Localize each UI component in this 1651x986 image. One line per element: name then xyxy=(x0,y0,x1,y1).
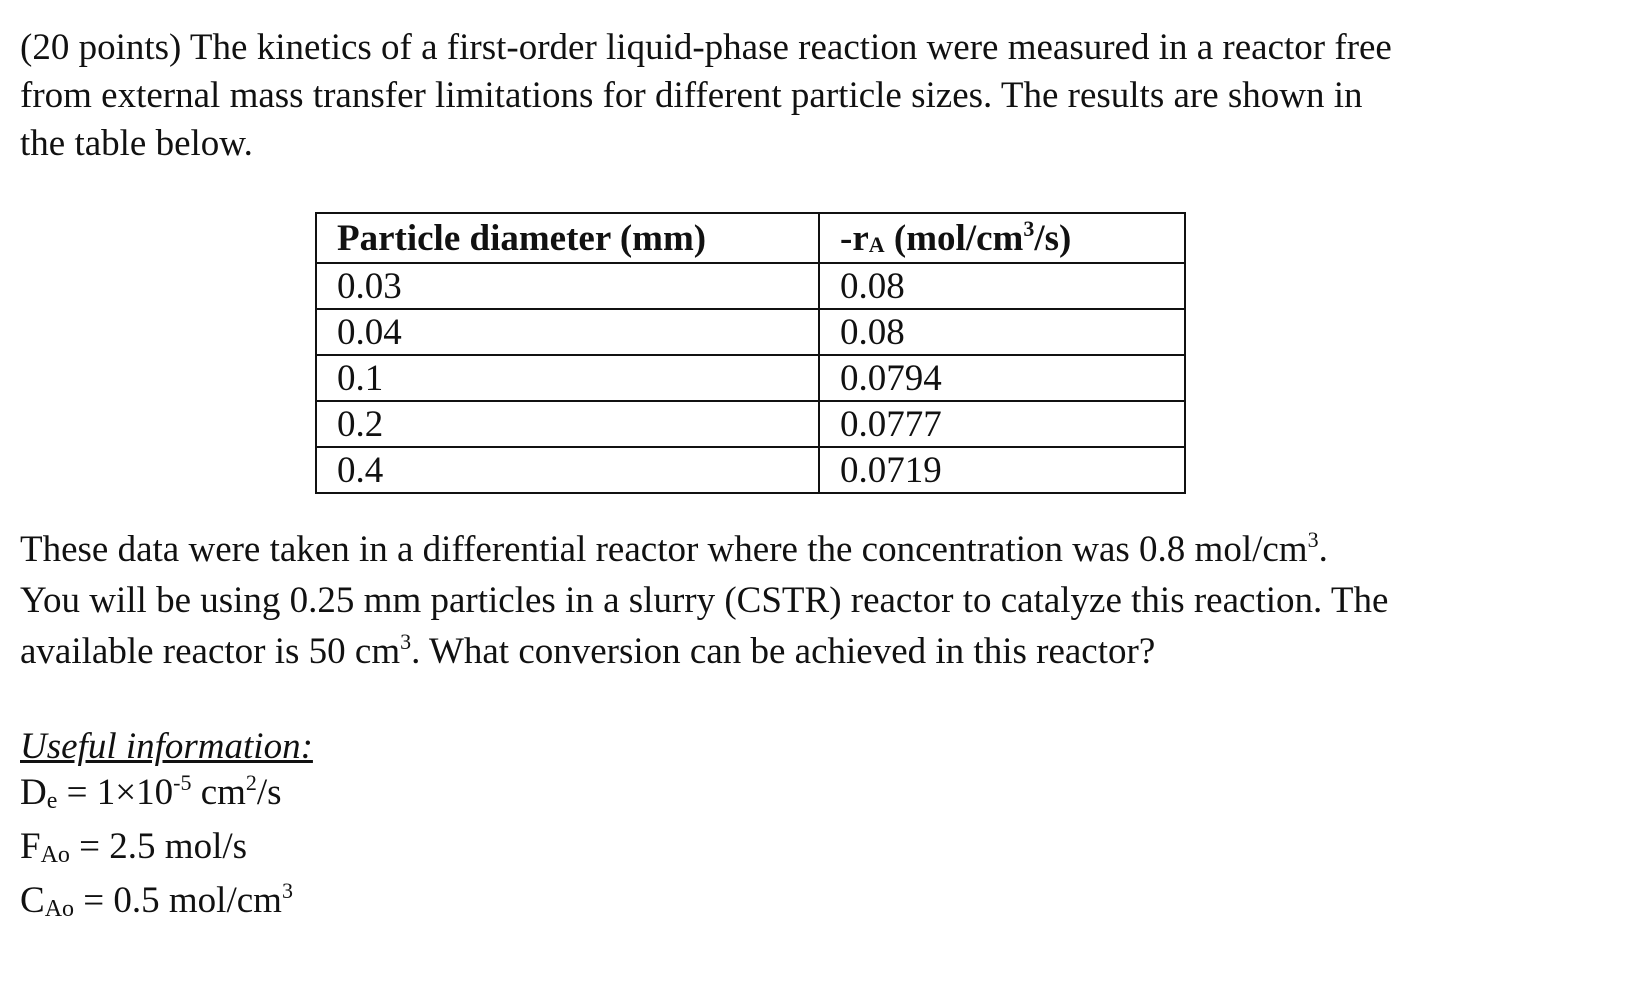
header-rate-symbol: -r xyxy=(840,217,869,259)
paragraph-line-1-sup: 3 xyxy=(1307,527,1319,552)
paragraph-line-1 xyxy=(20,524,1620,575)
header-rate-unit-post: /s) xyxy=(1034,217,1072,259)
table-row xyxy=(316,447,1185,493)
header-particle-diameter: Particle diameter (mm) xyxy=(316,213,819,263)
table-row xyxy=(316,263,1185,309)
table-header-row xyxy=(316,213,1185,263)
paragraph-line-1-text: These data were taken in a differential reactor where the concentration was 0.8 mol/cm xyxy=(20,529,1308,570)
cell-diameter: 0.4 xyxy=(316,447,819,493)
fao-symbol: F xyxy=(20,826,41,867)
intro-line-1: (20 points) The kinetics of a first-order liquid-phase reaction were measured in a reactor free xyxy=(20,27,1392,68)
cell-rate: 0.0719 xyxy=(819,447,1185,493)
de-symbol: D xyxy=(20,772,47,813)
effective-diffusivity xyxy=(20,770,313,824)
cell-diameter: 0.2 xyxy=(316,401,819,447)
useful-information-heading: Useful information: xyxy=(20,726,313,767)
de-unit: cm xyxy=(191,772,246,813)
intro-line-2: from external mass transfer limitations for different particle sizes. The results are shown in xyxy=(20,75,1363,116)
cell-rate: 0.08 xyxy=(819,309,1185,355)
table-row xyxy=(316,355,1185,401)
table-row xyxy=(316,401,1185,447)
useful-information xyxy=(20,724,313,932)
paragraph-line-1-end: . xyxy=(1318,529,1328,570)
molar-feed-rate xyxy=(20,824,313,878)
cell-rate: 0.0777 xyxy=(819,401,1185,447)
cao-subscript: Ao xyxy=(44,896,75,922)
problem-intro xyxy=(20,24,1580,168)
feed-concentration xyxy=(20,878,313,932)
cell-rate: 0.08 xyxy=(819,263,1185,309)
fao-subscript: Ao xyxy=(40,842,70,868)
cao-symbol: C xyxy=(20,880,45,921)
header-rate-unit-pre: (mol/cm xyxy=(884,217,1024,259)
intro-line-3: the table below. xyxy=(20,123,253,164)
paragraph-line-2: You will be using 0.25 mm particles in a slurry (CSTR) reactor to catalyze this reaction. The xyxy=(20,580,1389,621)
de-unit-sup: 2 xyxy=(245,770,257,795)
problem-paragraph xyxy=(20,524,1620,677)
de-exponent: -5 xyxy=(173,770,192,795)
de-subscript: e xyxy=(46,788,58,814)
cell-rate: 0.0794 xyxy=(819,355,1185,401)
cao-unit-sup: 3 xyxy=(281,878,293,903)
paragraph-line-3 xyxy=(20,626,1620,677)
particle-rate-table xyxy=(315,212,1186,494)
paragraph-line-3-text: available reactor is 50 cm xyxy=(20,631,401,672)
cell-diameter: 0.04 xyxy=(316,309,819,355)
cell-diameter: 0.03 xyxy=(316,263,819,309)
de-unit-end: /s xyxy=(256,772,282,813)
header-reaction-rate xyxy=(819,213,1185,263)
cell-diameter: 0.1 xyxy=(316,355,819,401)
paragraph-line-3-sup: 3 xyxy=(400,629,412,654)
cao-equation: = 0.5 mol/cm xyxy=(74,880,282,921)
de-equation: = 1×10 xyxy=(57,772,174,813)
header-rate-subscript: A xyxy=(868,231,885,257)
header-rate-unit-sup: 3 xyxy=(1023,215,1035,241)
paragraph-line-3-end: . What conversion can be achieved in this reactor? xyxy=(411,631,1156,672)
table-row xyxy=(316,309,1185,355)
fao-equation: = 2.5 mol/s xyxy=(69,826,248,867)
